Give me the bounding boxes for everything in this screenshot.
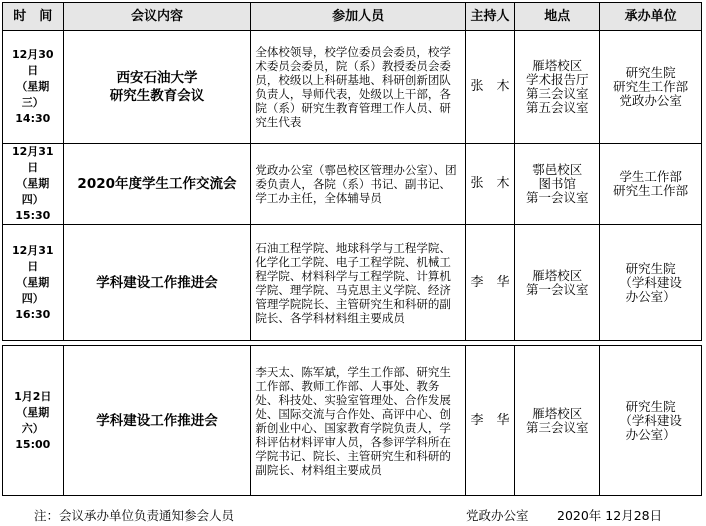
- meeting-time: 12月31日 （星期四） 16:30: [3, 225, 64, 341]
- header-organizer: 承办单位: [600, 3, 702, 31]
- meeting-organizer: 研究生院 （学科建设 办公室）: [600, 225, 702, 341]
- footer-note: 注：会议承办单位负责通知参会人员: [34, 508, 235, 523]
- meeting-attendees: 党政办公室（鄠邑校区管理办公室）、团委负责人，各院（系）书记、副书记、学工办主任，全体辅导员: [251, 144, 466, 225]
- meeting-organizer: 学生工作部 研究生工作部: [600, 144, 702, 225]
- footer-date: 2020年 12月28日: [557, 508, 663, 523]
- table-row: [3, 31, 702, 144]
- header-meeting-content: 会议内容: [63, 3, 251, 31]
- meeting-host: 李 华: [465, 346, 514, 496]
- meeting-schedule-table: [2, 2, 702, 341]
- meeting-time: 1月2日 （星期六） 15:00: [3, 346, 64, 496]
- table-row: [3, 225, 702, 341]
- meeting-name: 2020年度学生工作交流会: [63, 144, 251, 225]
- meeting-location: 雁塔校区 第三会议室: [515, 346, 600, 496]
- meeting-host: 张 木: [465, 144, 514, 225]
- meeting-name: 学科建设工作推进会: [63, 225, 251, 341]
- meeting-time: 12月30日 （星期三） 14:30: [3, 31, 64, 144]
- meeting-location: 鄠邑校区 图书馆 第一会议室: [515, 144, 600, 225]
- table-row: [3, 346, 702, 496]
- table-header-row: [3, 3, 702, 31]
- header-attendees: 参加人员: [251, 3, 466, 31]
- meeting-location: 雁塔校区 第一会议室: [515, 225, 600, 341]
- meeting-location: 雁塔校区 学术报告厅 第三会议室 第五会议室: [515, 31, 600, 144]
- header-location: 地点: [515, 3, 600, 31]
- meeting-organizer: 研究生院 （学科建设 办公室）: [600, 346, 702, 496]
- meeting-attendees: 石油工程学院、地球科学与工程学院、化学化工学院、电子工程学院、机械工程学院、材料科学与工程学院、计算机学院、理学院、马克思主义学院、经济管理学院院长、主管研究生和科研的副院长、各学科材料组主要成员: [251, 225, 466, 341]
- meeting-attendees: 李天太、陈军斌，学生工作部、研究生工作部、教师工作部、人事处、教务处、科技处、实验室管理处、合作发展处、国际交流与合作处、高评中心、创新创业中心、国家教育学院负责人，学科评估材料评审人员，各参评学科所在学院书记、院长、主管研究生和科研的副院长、材料组主要成员: [251, 346, 466, 496]
- meeting-organizer: 研究生院 研究生工作部 党政办公室: [600, 31, 702, 144]
- meeting-schedule-continued: [2, 345, 702, 496]
- meeting-name: 学科建设工作推进会: [63, 346, 251, 496]
- meeting-host: 张 木: [465, 31, 514, 144]
- meeting-host: 李 华: [465, 225, 514, 341]
- footer-office: 党政办公室: [466, 508, 529, 523]
- meeting-time: 12月31日 （星期四） 15:30: [3, 144, 64, 225]
- header-time: 时 间: [3, 3, 64, 31]
- meeting-attendees: 全体校领导，校学位委员会委员，校学术委员会委员，院（系）教授委员会委员，校级以上科研基地、科研创新团队负责人，导师代表，处级以上干部，各院（系）研究生教育管理工作人员、研究生代表: [251, 31, 466, 144]
- header-host: 主持人: [465, 3, 514, 31]
- meeting-name: 西安石油大学 研究生教育会议: [63, 31, 251, 144]
- table-row: [3, 144, 702, 225]
